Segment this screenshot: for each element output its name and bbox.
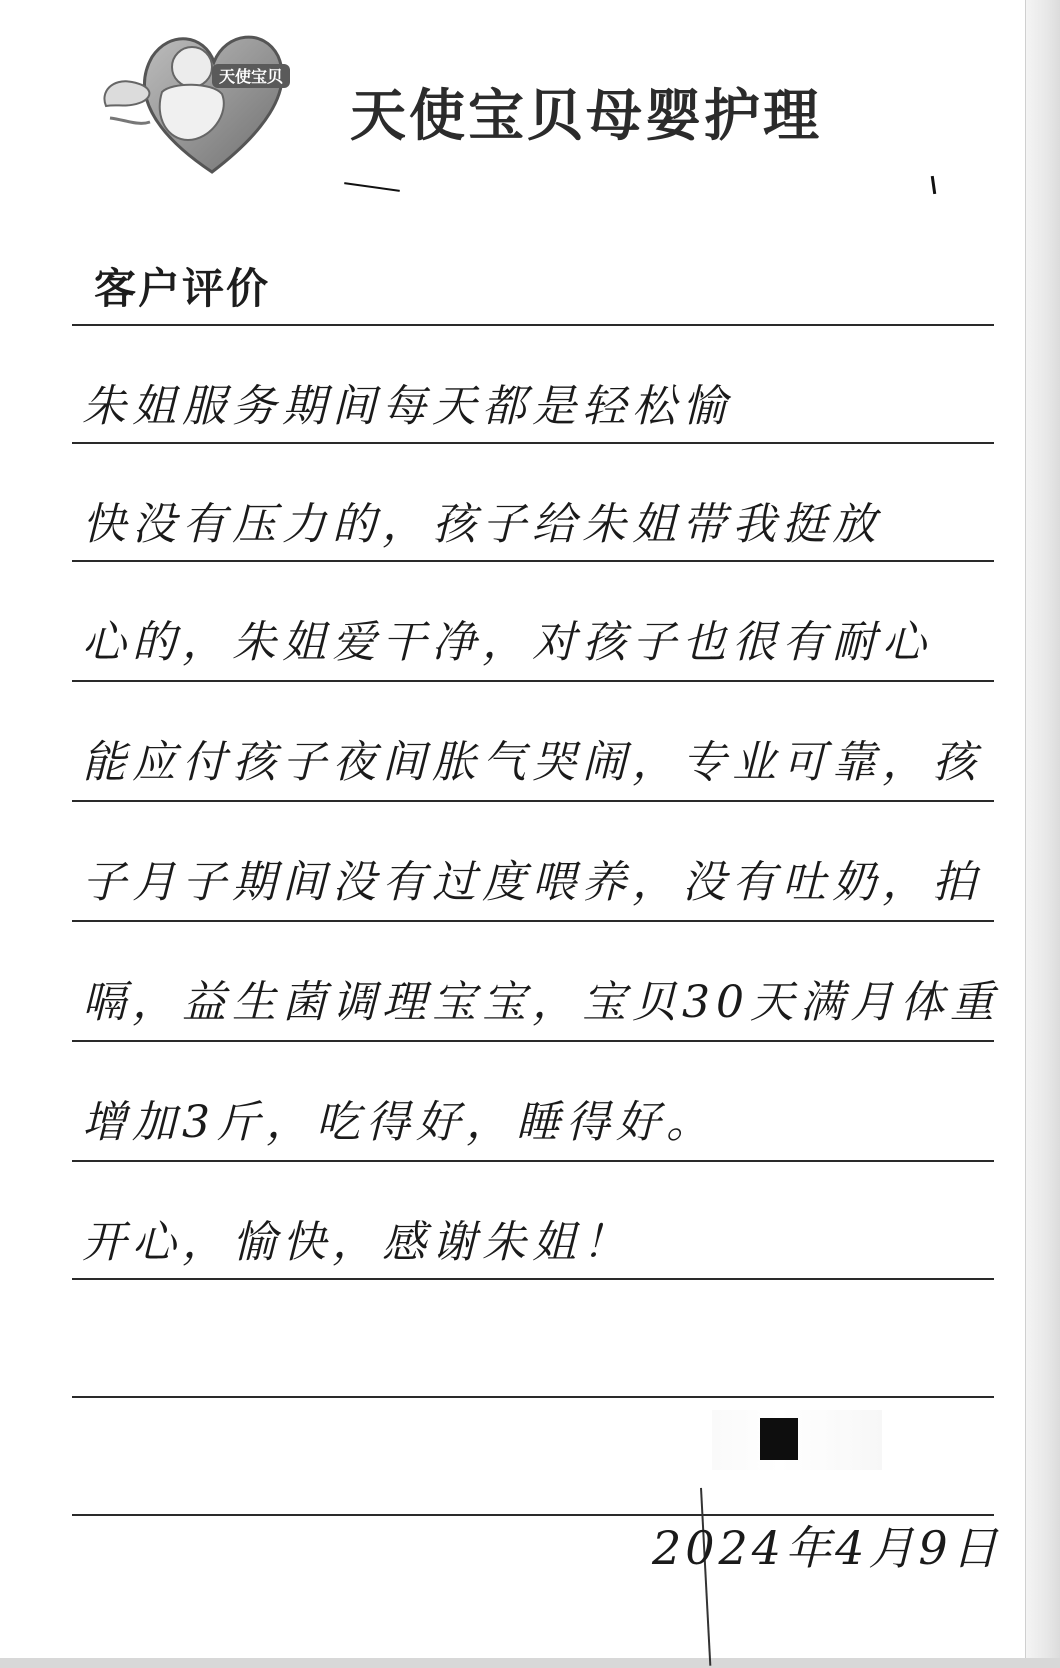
review-line-8: 开心，愉快，感谢朱姐！: [82, 1217, 632, 1268]
scanner-edge-right: [1025, 0, 1060, 1668]
ruled-line: [72, 560, 994, 562]
ruled-line: [72, 442, 994, 444]
review-line-1: 朱姐服务期间每天都是轻松愉: [82, 381, 732, 432]
section-title: 客户评价: [94, 264, 271, 313]
ruled-line: [72, 680, 994, 682]
ruled-line: [72, 1160, 994, 1162]
ruled-line: [72, 324, 994, 326]
redaction-block: [760, 1418, 798, 1460]
ruled-line: [72, 800, 994, 802]
review-date: 2024年4月9日: [652, 1521, 1002, 1575]
logo-badge-text: 天使宝贝: [218, 67, 284, 86]
review-line-4: 能应付孩子夜间胀气哭闹，专业可靠，孩: [82, 737, 982, 788]
ruled-line: [72, 1040, 994, 1042]
stray-pen-mark: [931, 176, 936, 194]
brand-title: 天使宝贝母婴护理: [350, 84, 822, 149]
review-line-3: 心的，朱姐爱干净，对孩子也很有耐心: [82, 617, 932, 668]
ruled-line: [72, 920, 994, 922]
scanner-edge-bottom: [0, 1658, 1060, 1668]
ruled-line: [72, 1278, 994, 1280]
review-line-2: 快没有压力的，孩子给朱姐带我挺放: [82, 499, 882, 550]
review-line-6: 嗝，益生菌调理宝宝，宝贝30天满月体重: [82, 977, 1000, 1028]
stray-pen-mark: [344, 182, 400, 192]
ruled-line: [72, 1396, 994, 1398]
review-line-5: 子月子期间没有过度喂养，没有吐奶，拍: [82, 857, 982, 908]
review-line-7: 增加3斤，吃得好，睡得好。: [82, 1097, 716, 1148]
angel-heart-logo-icon: [92, 22, 302, 182]
